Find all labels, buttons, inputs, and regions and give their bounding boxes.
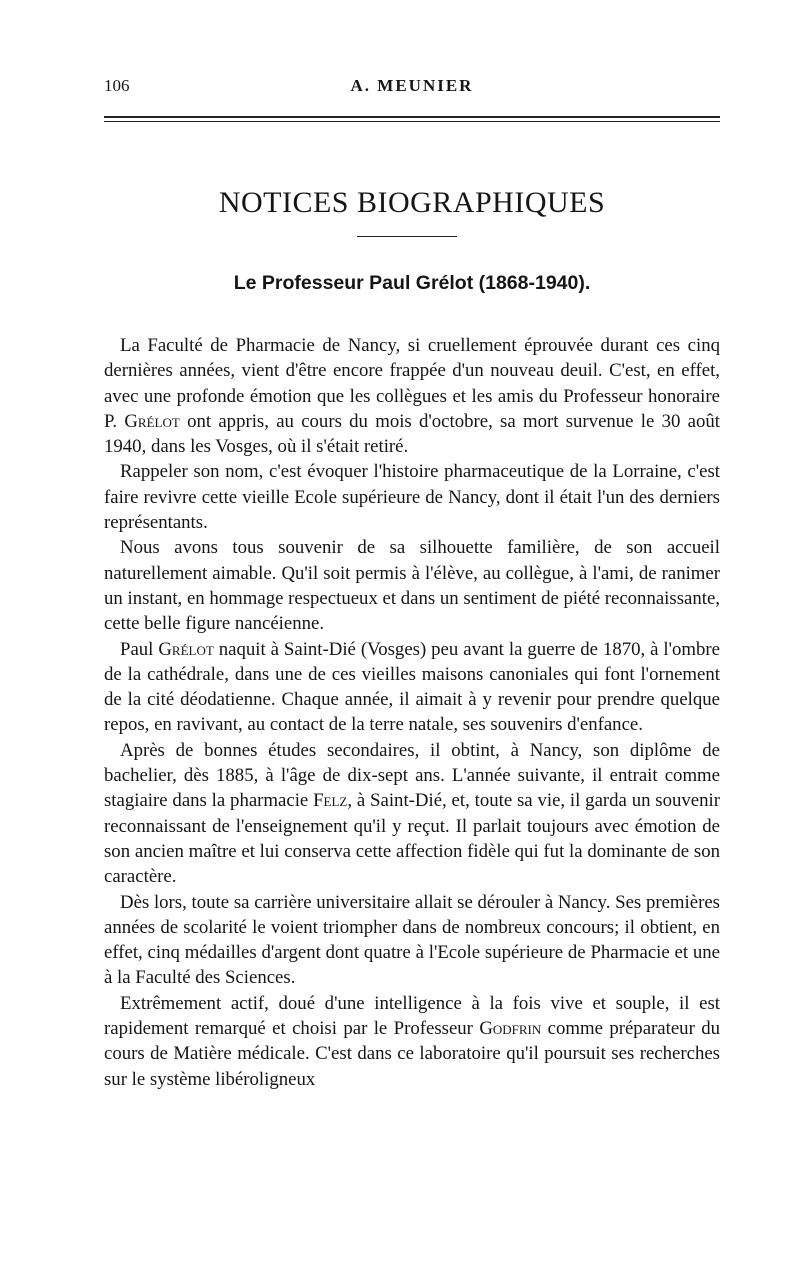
- paragraph: Dès lors, toute sa carrière universitaire allait se dérouler à Nancy. Ses premières années de scolarité le voient triompher dans de nombreux concours; il obtient, en effet, cinq médailles d'argent dont quatre à l'Ecole supérieure de Pharmacie et une à la Faculté des Sciences.: [104, 891, 720, 989]
- text-run: Extrêmement actif, doué d'une intelligence à la fois vive et souple, il est rapidement remarqué et choisi par le Professeur: [104, 992, 720, 1040]
- running-head: [104, 76, 720, 100]
- running-title: A. MEUNIER: [350, 76, 474, 95]
- person-name: Godfrin: [479, 1018, 542, 1040]
- body-text: [104, 333, 720, 1092]
- article-subtitle: Le Professeur Paul Grélot (1868-1940).: [233, 272, 591, 294]
- person-name: Grélot: [158, 638, 214, 660]
- text-run: ont appris, au cours du mois d'octobre, sa mort survenue le 30 août 1940, dans les Vosges, où il s'était retiré.: [104, 410, 721, 458]
- paragraph: [104, 991, 720, 1092]
- section-title: NOTICES BIOGRAPHIQUES: [218, 186, 606, 219]
- text-run: , à Saint-Dié, et, toute sa vie, il garda un souvenir reconnaissant de l'enseignement qu'il y reçut. Il parlait toujours avec émotion de son ancien maître et lui conserva cette affection fidèle qui fut la dominante de son caractère.: [104, 790, 720, 888]
- text-run: La Faculté de Pharmacie de Nancy, si cruellement éprouvée durant ces cinq dernières années, vient d'être encore frappée d'un nouveau deuil. C'est, en effet, avec une profonde émotion que les collègues et les amis du Professeur honoraire P.: [104, 335, 720, 432]
- text-run: comme préparateur du cours de Matière médicale. C'est dans ce laboratoire qu'il poursuit ses recherches sur le système libéroligneux: [104, 1018, 720, 1090]
- person-name: Felz: [313, 790, 348, 812]
- paragraph: Nous avons tous souvenir de sa silhouette familière, de son accueil naturellement aimable. Qu'il soit permis à l'élève, au collègue, à l'ami, de ranimer un instant, en hommage respectueux et dans un sentiment de piété reconnaissante, cette belle figure nancéienne.: [104, 537, 720, 635]
- paragraph: [104, 333, 720, 459]
- paragraph: Rappeler son nom, c'est évoquer l'histoire pharmaceutique de la Lorraine, c'est faire revivre cette vieille Ecole supérieure de Nancy, dont il était l'un des derniers représentants.: [104, 461, 720, 534]
- title-rule: [357, 236, 457, 237]
- page-number: 106: [104, 76, 130, 95]
- text-run: Paul: [120, 638, 159, 660]
- text-run: Après de bonnes études secondaires, il obtint, à Nancy, son diplôme de bachelier, dès 1885, à l'âge de dix-sept ans. L'année suivante, il entrait comme stagiaire dans la pharmacie: [104, 739, 720, 812]
- person-name: Grélot: [124, 410, 180, 432]
- paragraph: [104, 637, 720, 738]
- paragraph: [104, 738, 720, 890]
- header-double-rule: [104, 116, 720, 122]
- text-run: naquit à Saint-Dié (Vosges) peu avant la guerre de 1870, à l'ombre de la cathédrale, dans une de ces vieilles maisons canoniales qui font l'ornement de la cité déodatienne. Chaque année, il aimait à y revenir pour prendre quelque repos, en ravivant, au contact de la terre natale, ses souvenirs d'enfance.: [104, 638, 720, 736]
